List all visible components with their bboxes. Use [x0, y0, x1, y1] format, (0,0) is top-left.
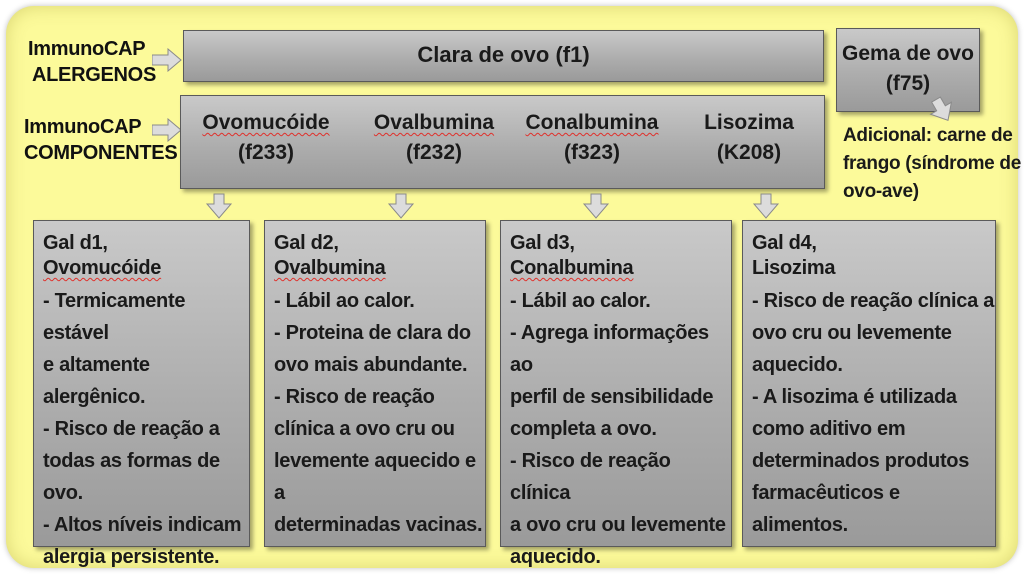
card-title: Gal d1, — [43, 232, 108, 254]
card-line: aquecido. — [752, 354, 843, 376]
component-code: (f323) — [563, 141, 621, 164]
arrow-down-icon — [928, 96, 956, 124]
arrow-down-icon — [387, 192, 415, 220]
allergens-label-line1: ImmunoCAP — [28, 38, 146, 60]
component-code: (f232) — [405, 141, 463, 164]
card-line: determinadas vacinas. — [274, 514, 483, 536]
allergens-label-line2: ALERGENOS — [32, 64, 156, 86]
arrow-down-icon — [205, 192, 233, 220]
card-line: perfil de sensibilidade — [510, 386, 714, 408]
card-line: determinados produtos — [752, 450, 970, 472]
card-line: alergia persistente. — [43, 546, 220, 568]
card-line: - Agrega informações ao — [510, 322, 709, 376]
arrow-right-icon — [152, 118, 182, 142]
card-line: como aditivo em — [752, 418, 906, 440]
components-label-line2: COMPONENTES — [24, 142, 178, 164]
gema-de-ovo-box — [836, 28, 980, 112]
card-line: - Risco de reação — [274, 386, 435, 408]
card-line: levemente aquecido e a — [274, 450, 476, 504]
adicional-note — [843, 122, 1021, 206]
card-title: Gal d4, — [752, 232, 817, 254]
clara-de-ovo-box — [183, 30, 824, 82]
adicional-line1: Adicional: carne de — [843, 125, 1013, 146]
arrow-right-icon — [152, 48, 182, 72]
card-gal-d3 — [500, 220, 732, 568]
gema-label: Gema de ovo — [842, 42, 974, 65]
allergens-label — [28, 36, 156, 88]
card-subtitle: Ovomucóide — [43, 257, 162, 279]
gema-code: (f75) — [885, 72, 931, 95]
card-gal-d2 — [264, 220, 486, 547]
card-line: farmacêuticos e alimentos. — [752, 482, 900, 536]
component-conalbumina — [517, 108, 667, 168]
card-title: Gal d2, — [274, 232, 339, 254]
card-subtitle: Ovalbumina — [274, 257, 386, 279]
card-line: - Proteina de clara do — [274, 322, 471, 344]
component-name: Lisozima — [704, 111, 794, 134]
card-gal-d4 — [742, 220, 996, 547]
card-line: - Termicamente estável — [43, 290, 186, 344]
component-name: Ovalbumina — [373, 111, 495, 134]
components-label-line1: ImmunoCAP — [24, 116, 142, 138]
component-code: (K208) — [716, 141, 782, 164]
card-line: - A lisozima é utilizada — [752, 386, 957, 408]
clara-de-ovo-label: Clara de ovo (f1) — [417, 42, 590, 67]
card-line: completa a ovo. — [510, 418, 657, 440]
card-line: clínica a ovo cru ou — [274, 418, 455, 440]
card-subtitle: Lisozima — [752, 257, 836, 279]
component-ovalbumina — [359, 108, 509, 168]
component-ovomucoide — [191, 108, 341, 168]
card-line: a ovo cru ou levemente — [510, 514, 726, 536]
adicional-line3: ovo-ave) — [843, 181, 919, 202]
card-line: - Risco de reação clínica a — [752, 290, 995, 312]
card-line: ovo mais abundante. — [274, 354, 468, 376]
card-line: aquecido. — [510, 546, 601, 568]
arrow-down-icon — [582, 192, 610, 220]
adicional-line2: frango (síndrome de — [843, 153, 1021, 174]
card-title: Gal d3, — [510, 232, 575, 254]
component-code: (f233) — [237, 141, 295, 164]
card-gal-d1 — [33, 220, 250, 568]
card-line: ovo. — [43, 482, 83, 504]
component-lisozima — [674, 108, 824, 168]
card-line: todas as formas de — [43, 450, 220, 472]
card-line: ovo cru ou levemente — [752, 322, 952, 344]
card-line: - Lábil ao calor. — [510, 290, 651, 312]
component-name: Ovomucóide — [202, 111, 330, 134]
card-line: - Altos níveis indicam — [43, 514, 242, 536]
card-line: e altamente alergênico. — [43, 354, 150, 408]
component-name: Conalbumina — [525, 111, 659, 134]
card-line: - Lábil ao calor. — [274, 290, 415, 312]
card-subtitle: Conalbumina — [510, 257, 634, 279]
card-line: - Risco de reação a — [43, 418, 220, 440]
arrow-down-icon — [752, 192, 780, 220]
components-box — [180, 95, 825, 189]
card-line: - Risco de reação clínica — [510, 450, 671, 504]
